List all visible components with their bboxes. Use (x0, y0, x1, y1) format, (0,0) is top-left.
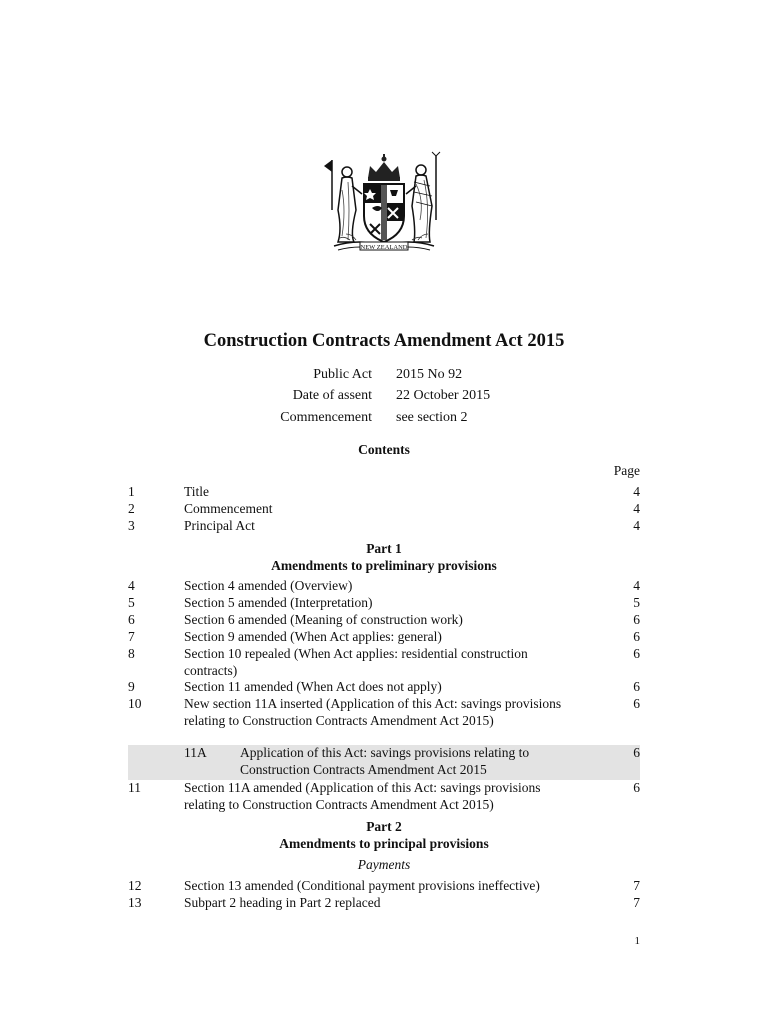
right-supporter-figure (406, 152, 440, 242)
toc-entry-number: 10 (128, 696, 142, 711)
page-column-heading: Page (613, 463, 640, 478)
part-2-group-heading: Payments (357, 857, 411, 872)
toc-entry-page: 5 (633, 595, 640, 610)
meta-label: Public Act (313, 367, 372, 382)
part-1-heading: Part 1 (366, 541, 402, 556)
coat-of-arms-emblem (320, 150, 448, 260)
meta-label: Commencement (280, 410, 372, 425)
toc-entry-page: 6 (633, 780, 640, 795)
toc-entry-page: 4 (633, 518, 640, 533)
emblem-scroll-text: NEW ZEALAND (360, 243, 408, 251)
meta-label: Date of assent (292, 388, 372, 403)
toc-entry-text: Section 13 amended (Conditional payment provisions ineffective) (184, 878, 540, 893)
toc-sub-entry-highlighted[interactable] (128, 745, 640, 780)
meta-value: 2015 No 92 (396, 367, 463, 382)
crown-icon (368, 154, 400, 181)
toc-entry-number: 3 (128, 518, 135, 533)
toc-entry-page: 6 (633, 612, 640, 627)
toc-entry-text: Section 4 amended (Overview) (184, 578, 353, 593)
toc-entry-text: Section 9 amended (When Act applies: general) (184, 629, 442, 644)
toc-entry-text: Section 5 amended (Interpretation) (184, 595, 373, 610)
toc-entry-page: 6 (633, 646, 640, 661)
toc-entry-text: Section 11 amended (When Act does not apply) (184, 679, 442, 694)
toc-entry-number: 1 (128, 484, 135, 499)
toc-entry-number: 11 (128, 780, 141, 795)
meta-value: 22 October 2015 (396, 388, 491, 403)
toc-entry-page: 6 (633, 696, 640, 711)
toc-entry-text: Title (184, 484, 210, 499)
toc-entry-text: Principal Act (184, 518, 255, 533)
toc-entry-page: 6 (633, 629, 640, 644)
toc-entry-page: 4 (633, 501, 640, 516)
toc-entry-page: 6 (633, 679, 640, 694)
toc-entry-number: 7 (128, 629, 135, 644)
toc-entry-page: 7 (633, 878, 640, 893)
shield-icon (364, 184, 404, 242)
toc-entry-text: Subpart 2 heading in Part 2 replaced (184, 895, 381, 910)
part-1-subheading: Amendments to preliminary provisions (271, 558, 497, 573)
toc-sub-entry-text: Application of this Act: savings provisions relating to Construction Contracts Amendment Act 2015 (240, 745, 530, 777)
act-title: Construction Contracts Amendment Act 2015 (203, 331, 565, 351)
contents-heading: Contents (358, 442, 410, 457)
toc-entry-page: 4 (633, 578, 640, 593)
part-2-subheading: Amendments to principal provisions (279, 836, 489, 851)
toc-entry-text: Section 11A amended (Application of this Act: savings provisions relating to Construction Contracts Amendment Act 2015) (184, 780, 541, 812)
toc-sub-entry-number: 11A (184, 745, 207, 760)
toc-entry-text: Section 6 amended (Meaning of construction work) (184, 612, 463, 627)
toc-entry-number: 5 (128, 595, 135, 610)
toc-entry-number: 9 (128, 679, 135, 694)
toc-entry-number: 13 (128, 895, 142, 910)
toc-entry-text: Section 10 repealed (When Act applies: residential construction contracts) (184, 646, 528, 678)
meta-value: see section 2 (396, 410, 468, 425)
toc-entry-number: 8 (128, 646, 135, 661)
toc-entry-number: 12 (128, 878, 142, 893)
toc-entry-page: 4 (633, 484, 640, 499)
toc-entry-text: Commencement (184, 501, 273, 516)
toc-entry-page: 7 (633, 895, 640, 910)
toc-sub-entry-page: 6 (633, 745, 640, 760)
toc-entry-number: 6 (128, 612, 135, 627)
toc-entry-number: 4 (128, 578, 135, 593)
page-number: 1 (634, 935, 640, 947)
part-2-heading: Part 2 (366, 819, 402, 834)
toc-entry-text: New section 11A inserted (Application of this Act: savings provisions relating to Construction Contracts Amendment Act 2015) (184, 696, 562, 728)
toc-entry-number: 2 (128, 501, 135, 516)
left-supporter-figure (324, 160, 362, 242)
